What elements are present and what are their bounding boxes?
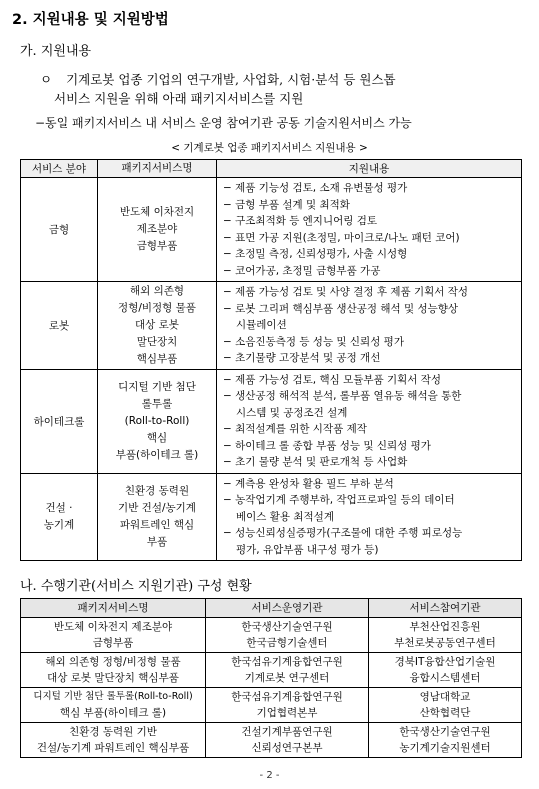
table-row — [21, 473, 522, 561]
subsection-organizations: 나. 수행기관(서비스 지원기관) 구성 현황 — [20, 579, 252, 594]
package-name-cell — [21, 653, 206, 688]
field-cell: 로봇 — [21, 282, 98, 370]
operator-cell — [206, 618, 369, 653]
table1-caption: < 기계로봇 업종 패키지서비스 지원내용 > — [171, 142, 368, 154]
bullet-paragraph — [40, 70, 396, 108]
content-item: − 코어가공, 초정밀 금형부품 가공 — [223, 264, 381, 277]
cell-line: 디지털 기반 첨단 롤투롤(Roll-to-Roll) — [33, 691, 193, 702]
participant-cell — [369, 723, 522, 758]
header-package: 패키지서비스명 — [98, 160, 217, 178]
content-item: − 제품 기능성 검토, 소재 유변물성 평가 — [223, 182, 408, 194]
subsection-support-content: 가. 지원내용 — [20, 44, 92, 59]
package-line: 친환경 동력원 — [124, 484, 190, 497]
field-cell: 하이테크롤 — [21, 369, 98, 473]
package-line: 해외 의존형 — [129, 284, 185, 297]
content-item: − 표면 가공 지원(초정밀, 마이크로/나노 패턴 코어) — [223, 231, 460, 244]
package-line: 정형/비정형 물품 — [118, 301, 196, 314]
header-package-name: 패키지서비스명 — [21, 599, 206, 618]
cell-line: 한국섬유기계융합연구원 — [231, 656, 343, 668]
bullet-marker: ㅇ — [40, 72, 53, 87]
package-line: 반도체 이차전지 — [119, 206, 195, 218]
content-item: − 로봇 그리퍼 핵심부품 생산공정 해석 및 성능향상 — [223, 302, 459, 315]
field-line: 건설 · — [45, 501, 73, 514]
operator-cell — [206, 653, 369, 688]
package-line: 부품(하이테크 롤) — [115, 448, 199, 461]
cell-line: 핵심 부품(하이테크 롤) — [59, 707, 167, 719]
package-line: 기반 건설/농기계 — [118, 501, 196, 514]
table-row — [21, 369, 522, 473]
table-row — [21, 653, 522, 688]
package-line: 롤투롤 — [141, 397, 173, 410]
section-title: 2. 지원내용 및 지원방법 — [12, 12, 169, 28]
participant-cell — [369, 618, 522, 653]
content-item: − 농작업기계 주행부하, 작업프로파일 등의 데이터 — [223, 494, 455, 506]
table-header-row — [21, 599, 522, 618]
cell-line: 한국생산기술연구원 — [399, 726, 491, 738]
cell-line: 기업협력본부 — [256, 707, 318, 719]
content-item: − 최적설계를 위한 시작품 제작 — [223, 423, 367, 435]
table-row — [21, 178, 522, 282]
package-line: 부품 — [146, 535, 168, 548]
package-line: 금형부품 — [136, 240, 178, 252]
package-line: 파워트레인 핵심 — [119, 518, 195, 531]
cell-line: 한국금형기술센터 — [246, 637, 328, 649]
dash-note: −동일 패키지서비스 내 서비스 운영 참여기관 공동 기술지원서비스 가능 — [35, 116, 412, 130]
content-item: − 금형 부품 설계 및 최적화 — [223, 198, 350, 211]
cell-line: 건설/농기계 파워트레인 핵심부품 — [36, 742, 190, 754]
field-cell: 금형 — [21, 178, 98, 282]
package-line: 제조분야 — [136, 223, 178, 235]
package-service-table — [20, 159, 522, 561]
participant-cell — [369, 688, 522, 723]
content-item: − 초정밀 측정, 신뢰성평가, 사출 시성형 — [223, 248, 408, 260]
organization-table — [20, 598, 522, 758]
cell-line: 한국생산기술연구원 — [241, 621, 333, 633]
cell-line: 기계로봇 연구센터 — [244, 672, 330, 684]
bullet-line-1: 기계로봇 업종 기업의 연구개발, 사업화, 시험·분석 등 원스톱 — [66, 72, 396, 87]
table-row — [21, 688, 522, 723]
cell-line: 경북IT융합산업기술원 — [394, 656, 496, 668]
content-item: − 하이테크 롤 종합 부품 성능 및 신뢰성 평가 — [223, 439, 431, 452]
cell-line: 한국섬유기계융합연구원 — [231, 691, 343, 703]
content-item: − 초기물량 고장분석 및 공정 개선 — [223, 352, 381, 364]
cell-line: 부천로봇공동연구센터 — [394, 637, 496, 649]
package-line: 디지털 기반 첨단 — [118, 380, 196, 393]
header-participant: 서비스참여기관 — [369, 599, 522, 618]
package-name-cell — [21, 618, 206, 653]
cell-line: 건설기계부품연구원 — [241, 726, 333, 738]
cell-line: 부천산업진흥원 — [409, 621, 481, 633]
operator-cell — [206, 688, 369, 723]
cell-line: 산학협력단 — [419, 707, 471, 719]
content-item: − 제품 가능성 검토, 핵심 모듈부품 기획서 작성 — [223, 373, 442, 386]
cell-line: 영남대학교 — [419, 691, 471, 703]
cell-line: 융합시스템센터 — [409, 672, 481, 684]
content-item: − 초기 물량 분석 및 판로개척 등 사업화 — [223, 456, 408, 468]
cell-line: 농기계기술지원센터 — [399, 742, 491, 754]
content-item: − 성능신뢰성실증평가(구조물에 대한 주행 피로성능 — [223, 527, 463, 539]
cell-line: 대상 로봇 말단장치 핵심부품 — [47, 672, 179, 684]
content-item: 시스템 및 공정조건 설계 — [236, 406, 348, 419]
content-item: − 구조최적화 등 엔지니어링 검토 — [223, 215, 378, 227]
content-cell — [217, 178, 522, 282]
package-line: 핵심 — [146, 431, 168, 444]
content-item: − 소음진동측정 등 성능 및 신뢰성 평가 — [223, 335, 404, 348]
package-cell — [98, 178, 217, 282]
cell-line: 반도체 이차전지 제조분야 — [53, 621, 173, 633]
table-row — [21, 723, 522, 758]
cell-line: 친환경 동력원 기반 — [69, 726, 157, 738]
package-name-cell — [21, 723, 206, 758]
operator-cell — [206, 723, 369, 758]
content-item: 베이스 활용 최적설계 — [236, 510, 334, 523]
package-line: 말단장치 — [136, 335, 178, 348]
cell-line: 금형부품 — [92, 637, 134, 649]
content-cell — [217, 369, 522, 473]
cell-line: 해외 의존형 정형/비정형 물품 — [45, 656, 181, 668]
package-cell — [98, 282, 217, 370]
page-number: - 2 - — [259, 770, 280, 781]
package-line: (Roll-to-Roll) — [124, 414, 190, 427]
package-line: 대상 로봇 — [135, 318, 179, 331]
table-row — [21, 618, 522, 653]
header-operator: 서비스운영기관 — [206, 599, 369, 618]
field-line: 농기계 — [43, 518, 75, 531]
header-content: 지원내용 — [217, 160, 522, 178]
package-cell — [98, 369, 217, 473]
cell-line: 신뢰성연구본부 — [251, 742, 323, 754]
package-line: 핵심부품 — [136, 352, 178, 365]
content-item: − 제품 가능성 검토 및 사양 결정 후 제품 기획서 작성 — [223, 286, 469, 298]
content-item: 시뮬레이션 — [236, 319, 287, 331]
field-cell — [21, 473, 98, 561]
content-item: 평가, 유압부품 내구성 평가 등) — [236, 543, 379, 556]
participant-cell — [369, 653, 522, 688]
content-item: − 계측용 완성차 활용 필드 부하 분석 — [223, 477, 394, 490]
table-row — [21, 282, 522, 370]
package-name-cell — [21, 688, 206, 723]
package-cell — [98, 473, 217, 561]
table-header-row — [21, 160, 522, 178]
bullet-line-2: 서비스 지원을 위해 아래 패키지서비스를 지원 — [54, 91, 304, 106]
content-cell — [217, 282, 522, 370]
content-cell — [217, 473, 522, 561]
header-field: 서비스 분야 — [21, 160, 98, 178]
content-item: − 생산공정 해석적 분석, 롤부품 열유동 해석을 통한 — [223, 390, 462, 402]
